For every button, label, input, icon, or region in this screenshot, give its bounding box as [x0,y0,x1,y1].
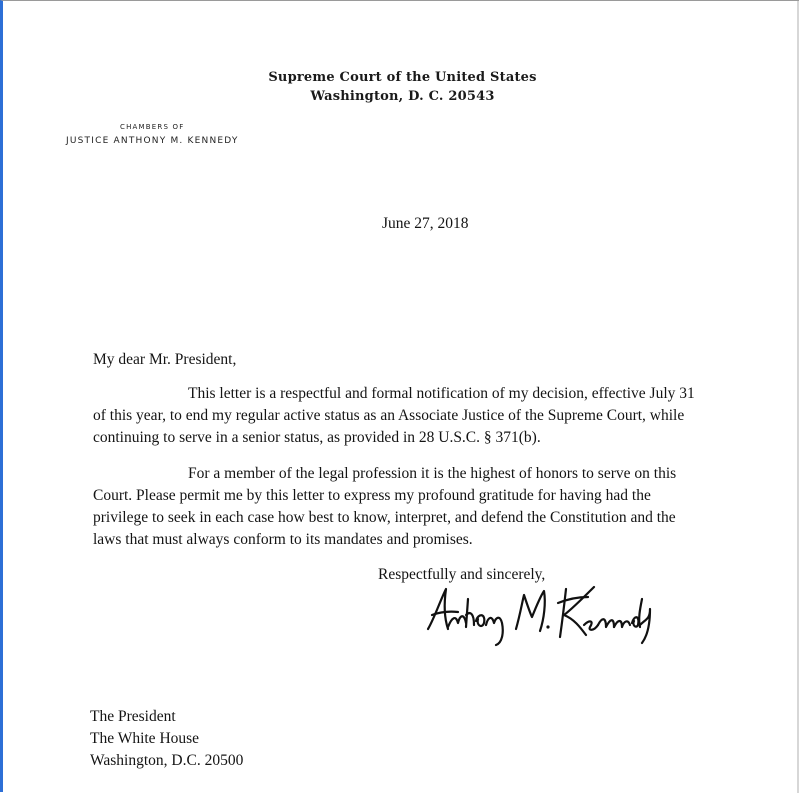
recipient-city: Washington, D.C. 20500 [90,752,244,769]
salutation: My dear Mr. President, [93,351,237,368]
paragraph2-line: privilege to seek in each case how best to know, interpret, and defend the Constitution and the [93,509,676,526]
paragraph2-line: laws that must always conform to its mandates and promises. [93,531,473,548]
closing-phrase: Respectfully and sincerely, [378,566,546,583]
paragraph2-line: For a member of the legal profession it is the highest of honors to serve on this [188,465,677,482]
paragraph1-line: This letter is a respectful and formal notification of my decision, effective July 31 [188,385,695,402]
letterhead-court-name: Supreme Court of the United States [268,70,537,85]
paragraph1-line: continuing to serve in a senior status, as provided in 28 U.S.C. § 371(b). [93,429,541,446]
handwritten-signature [418,579,663,649]
paragraph1-line: of this year, to end my regular active status as an Associate Justice of the Supreme Court, while [93,407,685,424]
paragraph2-line: Court. Please permit me by this letter to express my profound gratitude for having had the [93,487,651,504]
chambers-label: CHAMBERS OF [120,123,185,131]
letterhead-location: Washington, D. C. 20543 [310,89,495,104]
recipient-building: The White House [90,730,200,747]
letter-date: June 27, 2018 [382,215,469,232]
chambers-justice-name: JUSTICE ANTHONY M. KENNEDY [66,136,239,146]
recipient-title: The President [90,708,176,725]
